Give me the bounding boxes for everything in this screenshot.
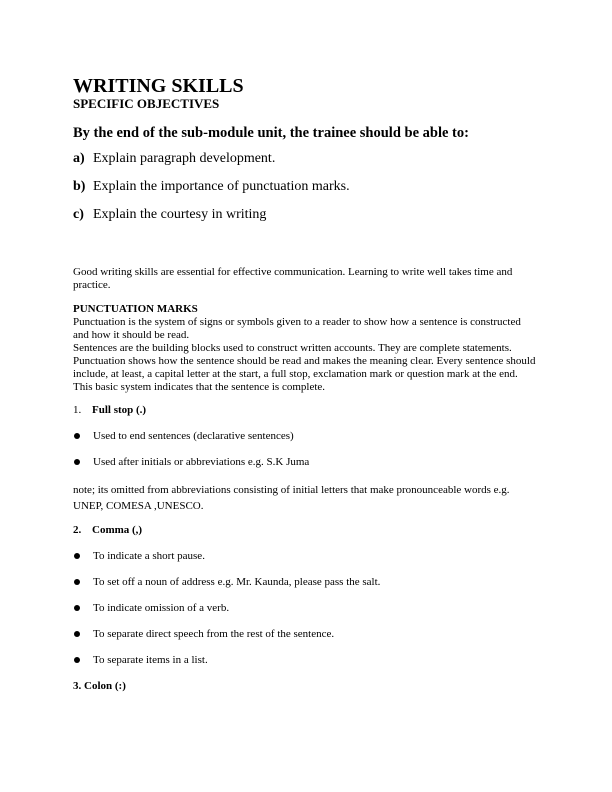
spacer [73,292,539,303]
document-page [73,76,539,693]
full-stop-heading [73,404,539,417]
list-item [73,550,539,563]
bullet-icon [73,550,93,563]
spacer [73,234,539,266]
section-number: 2. [73,524,82,536]
list-item-text: To separate items in a list. [93,654,208,666]
intro-paragraph: Good writing skills are essential for effective communication. Learning to write well takes time and practice. [73,266,513,291]
punctuation-heading: PUNCTUATION MARKS [73,303,198,315]
list-item-text: To set off a noun of address e.g. Mr. Kaunda, please pass the salt. [93,576,381,588]
bullet-icon [73,602,93,615]
list-item [73,430,539,443]
bullet-icon [73,430,93,443]
page-title: WRITING SKILLS [73,75,244,97]
punctuation-paragraph: Sentences are the building blocks used to construct written accounts. They are complete statements. Punctuation shows how the sentence should be read and makes the meaning clear. Every sentence should include, at least, a capital letter at the start, a full stop, exclamation mark or question mark at the end. This basic system indicates that the sentence is complete. [73,342,536,393]
objective-text: Explain the importance of punctuation marks. [93,179,350,194]
list-item-text: Used after initials or abbreviations e.g. S.K Juma [93,456,310,468]
full-stop-note: note; its omitted from abbreviations consisting of initial letters that make pronounceable words e.g. UNEP, COMESA ,UNESCO. [73,484,510,512]
objectives-lead: By the end of the sub-module unit, the trainee should be able to: [73,125,469,141]
list-item-text: To indicate a short pause. [93,550,205,562]
objective-item [73,206,539,223]
objectives-list [73,150,539,223]
list-item [73,628,539,641]
bullet-icon [73,628,93,641]
page-subtitle: SPECIFIC OBJECTIVES [73,96,220,111]
list-item [73,602,539,615]
bullet-icon [73,456,93,469]
list-item [73,576,539,589]
list-item-text: To separate direct speech from the rest of the sentence. [93,628,335,640]
bullet-icon [73,654,93,667]
objective-item [73,178,539,195]
punctuation-paragraph: Punctuation is the system of signs or symbols given to a reader to show how a sentence is constructed and how it should be read. [73,316,521,341]
list-item-text: To indicate omission of a verb. [93,602,230,614]
list-item-text: Used to end sentences (declarative sentences) [93,430,294,442]
section-number: 1. [73,404,82,416]
colon-heading: 3. Colon (:) [73,680,126,692]
section-label: Comma (,) [92,524,143,536]
objective-text: Explain the courtesy in writing [93,207,267,222]
objective-item [73,150,539,167]
objective-letter: c) [73,207,84,222]
bullet-icon [73,576,93,589]
section-label: Full stop (.) [92,404,147,416]
objective-letter: a) [73,151,85,166]
comma-heading [73,524,539,537]
list-item [73,456,539,469]
objective-letter: b) [73,179,86,194]
objective-text: Explain paragraph development. [93,151,276,166]
list-item [73,654,539,667]
